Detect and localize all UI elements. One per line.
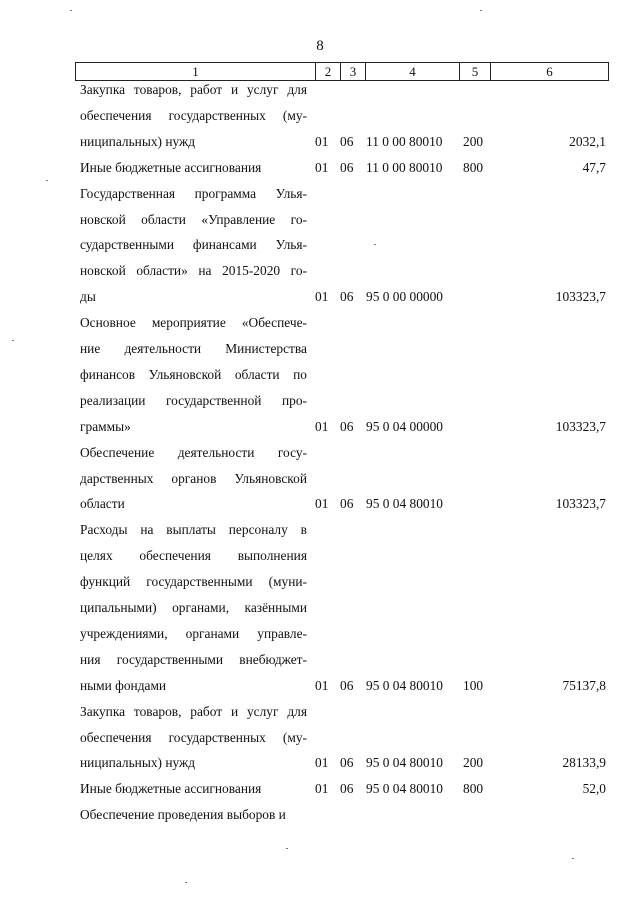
- row-description-line: ние деятельности Министерства: [80, 341, 307, 356]
- row-expense-type-code: 200: [463, 133, 484, 149]
- row-amount: 103323,7: [555, 289, 606, 305]
- row-description-line: ды: [80, 289, 96, 305]
- row-target-article-code: 95 0 04 80010: [366, 496, 443, 512]
- row-section-code: 01: [315, 289, 329, 305]
- row-section-code: 01: [315, 133, 329, 149]
- header-col-6: 6: [546, 64, 553, 79]
- row-section-code: 01: [315, 418, 329, 434]
- row-amount: 103323,7: [555, 496, 606, 512]
- row-section-code: 01: [315, 755, 329, 771]
- row-description-line: функций государственными (муни-: [80, 574, 307, 590]
- row-expense-type-code: 800: [463, 159, 484, 175]
- row-description-line: Иные бюджетные ассигнования: [80, 781, 262, 797]
- header-col-2: 2: [324, 64, 332, 79]
- row-description-line: ными фондами: [80, 677, 167, 693]
- row-amount: 75137,8: [562, 677, 606, 693]
- row-target-article-code: 11 0 00 80010: [366, 159, 443, 175]
- row-description-line: ниципальных) нужд: [80, 133, 196, 149]
- page-number: 8: [316, 38, 324, 54]
- row-subsection-code: 06: [340, 496, 354, 512]
- scan-speck: [70, 10, 72, 11]
- row-subsection-code: 06: [340, 418, 354, 434]
- row-target-article-code: 95 0 04 80010: [366, 781, 443, 797]
- row-description-line: Закупка товаров, работ и услуг для: [80, 82, 307, 97]
- row-subsection-code: 06: [340, 159, 354, 175]
- row-amount: 103323,7: [555, 418, 606, 434]
- row-description-line: реализации государственной про-: [80, 392, 307, 408]
- row-description-line: новской области «Управление го-: [80, 211, 307, 227]
- row-description-line: Обеспечение деятельности госу-: [80, 444, 307, 460]
- row-expense-type-code: 800: [463, 781, 484, 797]
- row-subsection-code: 06: [340, 133, 354, 149]
- row-description-line: дарственных органов Ульяновской: [80, 470, 307, 486]
- row-amount: 2032,1: [569, 133, 606, 149]
- scan-speck: [12, 340, 14, 341]
- header-col-4: 4: [409, 64, 416, 79]
- row-description-line: области: [80, 496, 125, 512]
- row-amount: 28133,9: [562, 755, 606, 771]
- row-section-code: 01: [315, 677, 329, 693]
- row-subsection-code: 06: [340, 781, 354, 797]
- row-description-line: Обеспечение проведения выборов и: [80, 807, 286, 823]
- row-description-line: сударственными финансами Улья-: [80, 237, 307, 253]
- row-description-line: Основное мероприятие «Обеспече-: [80, 315, 307, 331]
- scan-speck: [46, 180, 48, 181]
- header-col-1: 1: [192, 64, 199, 79]
- row-description-line: граммы»: [80, 418, 131, 434]
- row-subsection-code: 06: [340, 755, 354, 771]
- row-amount: 47,7: [582, 159, 606, 175]
- row-description-line: целях обеспечения выполнения: [80, 548, 307, 564]
- row-section-code: 01: [315, 496, 329, 512]
- row-description-line: новской области» на 2015-2020 го-: [80, 263, 307, 279]
- row-target-article-code: 95 0 00 00000: [366, 289, 443, 305]
- scan-speck: [374, 244, 376, 245]
- row-description-line: ния государственными внебюджет-: [80, 651, 307, 667]
- row-expense-type-code: 100: [463, 677, 484, 693]
- row-description-line: Иные бюджетные ассигнования: [80, 159, 262, 175]
- row-description-line: ниципальных) нужд: [80, 755, 196, 771]
- row-section-code: 01: [315, 781, 329, 797]
- header-col-5: 5: [471, 64, 479, 79]
- row-target-article-code: 11 0 00 80010: [366, 133, 443, 149]
- row-description-line: Расходы на выплаты персоналу в: [80, 522, 307, 538]
- row-subsection-code: 06: [340, 289, 354, 305]
- row-amount: 52,0: [582, 781, 606, 797]
- row-description-line: финансов Ульяновской области по: [80, 366, 307, 382]
- header-col-3: 3: [349, 64, 357, 79]
- row-target-article-code: 95 0 04 80010: [366, 677, 443, 693]
- table-header: [75, 62, 609, 81]
- row-description-line: ципальными) органами, казёнными: [80, 600, 307, 615]
- scan-speck: [286, 848, 288, 849]
- row-description-line: Закупка товаров, работ и услуг для: [80, 703, 307, 719]
- scan-speck: [185, 882, 187, 883]
- scan-speck: [480, 10, 482, 11]
- row-amount: [500, 807, 606, 825]
- row-section-code: 01: [315, 159, 329, 175]
- row-target-article-code: 95 0 04 80010: [366, 755, 443, 771]
- row-description-line: учреждениями, органами управле-: [80, 625, 307, 641]
- scan-speck: [572, 858, 574, 859]
- row-target-article-code: 95 0 04 00000: [366, 418, 443, 434]
- row-expense-type-code: 200: [463, 755, 484, 771]
- row-description-line: обеспечения государственных (му-: [80, 729, 307, 745]
- row-description-line: обеспечения государственных (му-: [80, 107, 307, 123]
- row-subsection-code: 06: [340, 677, 354, 693]
- row-description-line: Государственная программа Улья-: [80, 185, 307, 201]
